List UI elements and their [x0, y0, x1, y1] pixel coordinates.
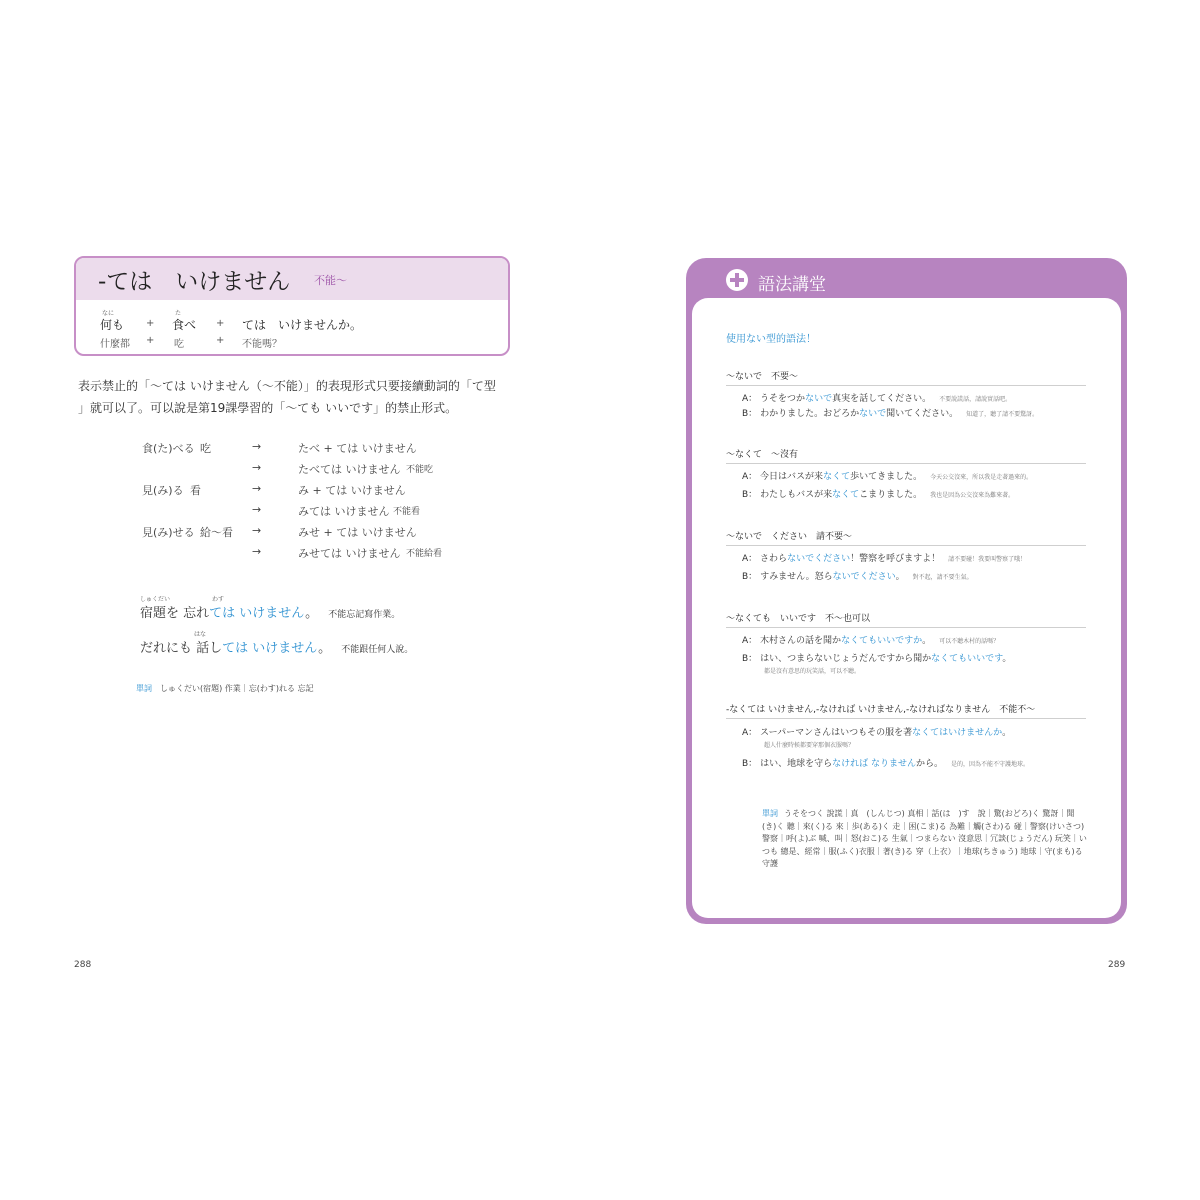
formula-word: 何も: [100, 318, 125, 332]
dialogue-line: B： はい、地球を守らなければ なりませんから。 是的，因為不能不守護地球。: [742, 759, 1029, 769]
ruby: はな: [194, 631, 207, 638]
dialogue-line: B： はい、つまらないじょうだんですから聞かなくてもいいです。: [742, 654, 1012, 664]
example-sentence: [140, 602, 400, 621]
formula-zh: 不能嗎？: [242, 339, 282, 350]
ruby: た: [175, 310, 182, 317]
verb-note: 不能給看: [406, 549, 443, 559]
vocab-text: うそをつく 說謊｜真 (しんじつ) 真相｜話(は )す 說｜驚(おどろ)く 驚訝｜聞(き)く 聽｜來(く)る 來｜歩(ある)く 走｜困(こま)る 為難｜觸(さわ)る 碰｜警察(けいさつ) 警察｜呼(よ)ぶ 喊、叫｜怒(おこ)る 生氣｜つまらない 沒意思｜冗談(じょうだん) 玩笑｜いつも 總是、經常｜服(ふく)衣服｜著(き)る 穿（上衣）｜地球(ちきゅう) 地球｜守(まも)る 守護: [762, 809, 1087, 868]
dialogue-translation: 超人什麼時候都要穿那個衣服嗎？: [764, 742, 855, 749]
verb-base: 食(た)べる: [142, 442, 195, 455]
verb-meaning: 看: [190, 484, 201, 497]
plus-sign: +: [216, 335, 225, 346]
example-translation: 不能忘記寫作業。: [328, 610, 401, 620]
verb-meaning: 吃: [200, 442, 211, 455]
plus-icon: [726, 269, 748, 291]
section-heading: ～ないで ください 請不要～: [726, 529, 1086, 546]
section-heading: -なくては いけません,-なければ いけません,-なければなりません 不能不～: [726, 702, 1086, 719]
vocabulary-note: [762, 808, 1088, 871]
ruby: しゅくだい: [140, 596, 171, 603]
dialogue-line: A： 今日はバスが来なくて歩いてきました。 今天公交沒來，所以我是走著過來的。: [742, 472, 1033, 482]
grammar-title: -ては いけません: [98, 269, 291, 295]
dialogue-line: B： わかりました。おどろかないで聞いてください。 知道了，聽了請不要驚訝。: [742, 409, 1039, 419]
ruby: わす: [212, 596, 225, 603]
dialogue-line: B： すみません。怒らないでください。 對不起，請不要生氣。: [742, 572, 973, 582]
verb-form: みせ + ては いけません: [298, 526, 417, 539]
arrow: →: [252, 461, 262, 474]
formula: [76, 300, 508, 356]
plus-sign: +: [146, 335, 155, 346]
verb-form: たべ + ては いけません: [298, 442, 417, 455]
title-bar: [76, 258, 508, 300]
example-highlight: ては いけません: [209, 606, 306, 621]
example-translation: 不能跟任何人說。: [341, 645, 414, 655]
vocab-tag: 單詞: [762, 809, 778, 818]
section-heading: ～なくて ～沒有: [726, 447, 1086, 464]
formula-pattern: ては いけませんか。: [242, 318, 363, 332]
explanation-line-2: 」就可以了。可以說是第19課學習的「～ても いいです」的禁止形式。: [78, 401, 458, 415]
verb-base: 見(み)る: [142, 484, 184, 497]
dialogue-translation: 都是沒有意思的玩笑話，可以不聽。: [764, 668, 861, 675]
example-end: 。: [318, 641, 332, 656]
verb-meaning: 給～看: [200, 526, 233, 539]
formula-word: 食べ: [172, 318, 197, 332]
vocab-tag: 單詞: [136, 684, 152, 693]
dialogue-line: A： さわらないでください！警察を呼びますよ！ 請不要碰！我要叫警察了哦！: [742, 554, 1027, 564]
verb-form: たべては いけません: [298, 463, 401, 476]
dialogue-line: A： スーパーマンさんはいつもその服を著なくてはいけませんか。: [742, 728, 1012, 738]
verb-form: み + ては いけません: [298, 484, 406, 497]
grammar-title-meaning: 不能～: [314, 274, 347, 287]
dialogue-line: A： うそをつかないで真実を話してください。 不要說謊話，請說實話吧。: [742, 394, 1012, 404]
section-heading: ～ないで 不要～: [726, 369, 1086, 386]
verb-form: みては いけません: [298, 505, 390, 518]
verb-form: みせては いけません: [298, 547, 401, 560]
plus-sign: +: [146, 318, 155, 329]
formula-zh: 什麼都: [100, 339, 130, 350]
arrow: →: [252, 545, 262, 558]
example-end: 。: [305, 606, 319, 621]
vocabulary-note: [136, 683, 314, 694]
panel-title: 語法講堂: [758, 275, 826, 295]
plus-sign: +: [216, 318, 225, 329]
vocab-text: しゅくだい(宿題) 作業｜忘(わす)れる 忘記: [160, 684, 314, 693]
arrow: →: [252, 524, 262, 537]
page-number-left: 288: [74, 960, 92, 970]
arrow: →: [252, 503, 262, 516]
dialogue-line: A： 木村さんの話を聞かなくてもいいですか。 可以不聽木村的話嗎？: [742, 636, 1000, 646]
arrow: →: [252, 440, 262, 453]
verb-note: 不能吃: [406, 465, 434, 475]
ruby: なに: [102, 310, 115, 317]
section-heading: ～なくても いいです 不～也可以: [726, 611, 1086, 628]
verb-base: 見(み)せる: [142, 526, 195, 539]
example-sentence: [140, 637, 413, 656]
page-number-right: 289: [1108, 960, 1126, 970]
formula-zh: 吃: [174, 339, 184, 350]
explanation-line-1: 表示禁止的「～ては いけません（～不能）」的表現形式只要接續動詞的「て型: [78, 379, 496, 393]
verb-note: 不能看: [393, 507, 421, 517]
example-text: だれにも 話し: [140, 641, 223, 656]
example-text: 宿題を 忘れ: [140, 606, 210, 621]
dialogue-line: B： わたしもバスが来なくてこまりました。 我也是因為公交沒來為難來著。: [742, 490, 1015, 500]
arrow: →: [252, 482, 262, 495]
grammar-title-box: [74, 256, 510, 356]
panel-intro: 使用ない型的語法！: [726, 334, 816, 345]
example-highlight: ては いけません: [222, 641, 319, 656]
